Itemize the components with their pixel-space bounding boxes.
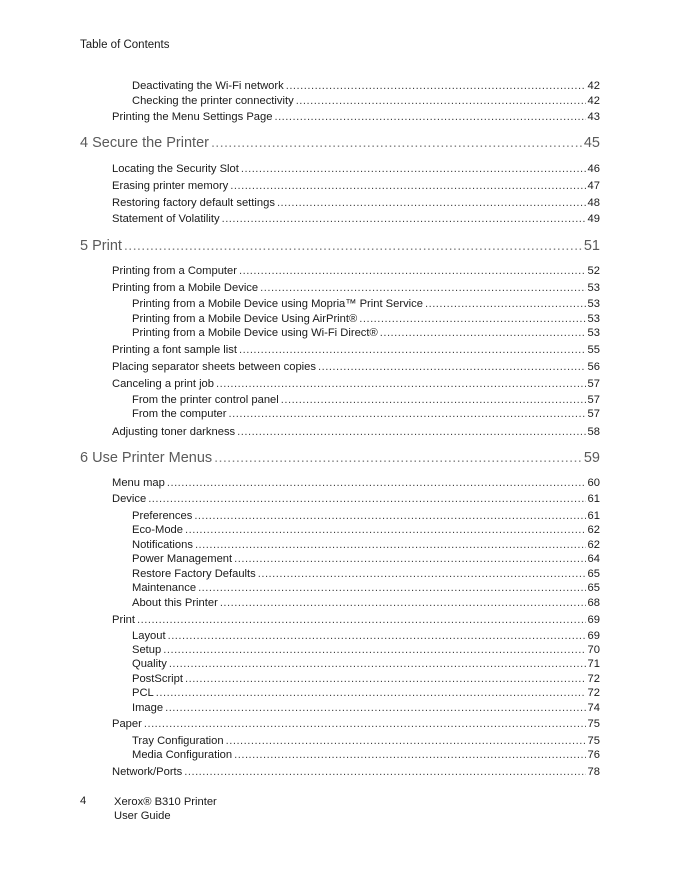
toc-dot-leader <box>359 312 585 326</box>
toc-entry-page: 76 <box>587 749 600 761</box>
toc-dot-leader <box>234 552 585 566</box>
toc-entry[interactable] <box>132 672 600 686</box>
footer-product: Xerox® B310 Printer <box>114 796 217 808</box>
toc-entry-page: 70 <box>587 644 600 656</box>
toc-dot-leader <box>425 297 586 311</box>
toc-entry[interactable] <box>112 343 600 357</box>
toc-entry-title: PostScript <box>132 673 183 685</box>
toc-dot-leader <box>286 79 586 93</box>
toc-dot-leader <box>148 492 585 506</box>
toc-entry-title: Printing from a Mobile Device Using AirPrint® <box>132 313 358 325</box>
toc-entry-page: 75 <box>587 735 600 747</box>
toc-entry-page: 56 <box>587 361 600 373</box>
toc-entry[interactable] <box>112 717 600 731</box>
toc-entry-title: Setup <box>132 644 162 656</box>
toc-entry[interactable] <box>132 94 600 108</box>
toc-entry-title: Deactivating the Wi-Fi network <box>132 80 284 92</box>
toc-dot-leader <box>194 509 585 523</box>
toc-entry[interactable] <box>132 297 600 311</box>
toc-entry-title: Locating the Security Slot <box>112 163 239 175</box>
toc-entry-page: 45 <box>583 135 600 151</box>
toc-entry-title: Printing from a Mobile Device using Wi-Fi Direct® <box>132 327 378 339</box>
toc-entry[interactable] <box>112 492 600 506</box>
toc-dot-leader <box>237 425 585 439</box>
toc-entry-title: 6 Use Printer Menus <box>80 450 213 466</box>
toc-entry-title: About this Printer <box>132 597 218 609</box>
toc-entry-title: Preferences <box>132 510 193 522</box>
toc-entry-title: 5 Print <box>80 238 122 254</box>
toc-entry-page: 53 <box>587 282 600 294</box>
toc-entry-page: 42 <box>587 80 600 92</box>
toc-entry-page: 46 <box>587 163 600 175</box>
toc-entry-title: Placing separator sheets between copies <box>112 361 316 373</box>
toc-entry-title: Image <box>132 702 164 714</box>
toc-dot-leader <box>234 748 585 762</box>
toc-entry-page: 71 <box>587 658 600 670</box>
toc-entry[interactable] <box>132 79 600 93</box>
toc-entry-title: Notifications <box>132 539 193 551</box>
toc-dot-leader <box>230 179 585 193</box>
toc-entry-page: 64 <box>587 553 600 565</box>
toc-entry-title: Printing the Menu Settings Page <box>112 111 273 123</box>
toc-entry[interactable] <box>112 613 600 627</box>
toc-dot-leader <box>260 281 585 295</box>
toc-dot-leader <box>222 212 586 226</box>
toc-entry[interactable] <box>112 212 600 226</box>
toc-dot-leader <box>241 162 586 176</box>
toc-dot-leader <box>216 377 586 391</box>
toc-entry-title: Printing from a Mobile Device using Mopria™ Print Service <box>132 298 423 310</box>
toc-dot-leader <box>169 657 586 671</box>
toc-entry[interactable] <box>132 312 600 326</box>
toc-dot-leader <box>168 629 586 643</box>
toc-entry-title: Quality <box>132 658 167 670</box>
toc-entry-page: 74 <box>587 702 600 714</box>
toc-entry-title: Tray Configuration <box>132 735 224 747</box>
toc-dot-leader <box>185 523 586 537</box>
toc-entry-page: 55 <box>587 344 600 356</box>
toc-dot-leader <box>211 134 582 152</box>
toc-entry-page: 47 <box>587 180 600 192</box>
toc-entry-page: 65 <box>587 568 600 580</box>
toc-entry-page: 69 <box>587 614 600 626</box>
toc-entry[interactable] <box>132 552 600 566</box>
toc-entry-page: 72 <box>587 687 600 699</box>
toc-entry[interactable] <box>132 538 600 552</box>
toc-entry-title: Media Configuration <box>132 749 233 761</box>
toc-entry-page: 52 <box>587 265 600 277</box>
footer-title <box>114 795 217 823</box>
toc-chapter-entry[interactable] <box>80 449 600 467</box>
toc-entry[interactable] <box>112 765 600 779</box>
toc-entry-page: 60 <box>587 477 600 489</box>
toc-entry-page: 59 <box>583 450 600 466</box>
toc-entry-page: 57 <box>587 394 600 406</box>
toc-entry-title: Layout <box>132 630 166 642</box>
toc-entry-page: 69 <box>587 630 600 642</box>
toc-entry-page: 53 <box>587 313 600 325</box>
toc-entry-title: From the printer control panel <box>132 394 279 406</box>
toc-entry-title: Canceling a print job <box>112 378 214 390</box>
toc-entry[interactable] <box>132 407 600 421</box>
toc-dot-leader <box>296 94 586 108</box>
toc-entry-page: 57 <box>587 378 600 390</box>
running-header: Table of Contents <box>80 39 170 51</box>
toc-entry[interactable] <box>112 264 600 278</box>
toc-dot-leader <box>167 476 586 490</box>
toc-entry-page: 53 <box>587 298 600 310</box>
toc-entry[interactable] <box>132 326 600 340</box>
toc-entry-page: 61 <box>587 510 600 522</box>
toc-entry[interactable] <box>112 110 600 124</box>
toc-entry[interactable] <box>132 596 600 610</box>
toc-entry-title: Printing from a Computer <box>112 265 237 277</box>
toc-entry[interactable] <box>112 179 600 193</box>
toc-dot-leader <box>318 360 586 374</box>
toc-entry-title: Print <box>112 614 136 626</box>
toc-dot-leader <box>198 581 585 595</box>
toc-entry-title: Paper <box>112 718 142 730</box>
toc-entry[interactable] <box>112 377 600 391</box>
toc-dot-leader <box>195 538 586 552</box>
toc-entry[interactable] <box>112 196 600 210</box>
toc-entry-page: 42 <box>587 95 600 107</box>
toc-entry[interactable] <box>112 360 600 374</box>
toc-entry-title: Device <box>112 493 147 505</box>
toc-entry[interactable] <box>132 629 600 643</box>
toc-entry-title: Restore Factory Defaults <box>132 568 256 580</box>
toc-dot-leader <box>156 686 586 700</box>
toc-dot-leader <box>165 701 585 715</box>
toc-entry[interactable] <box>112 281 600 295</box>
toc-entry-page: 57 <box>587 408 600 420</box>
toc-entry-title: Statement of Volatility <box>112 213 220 225</box>
toc-dot-leader <box>380 326 586 340</box>
toc-entry[interactable] <box>132 734 600 748</box>
toc-entry-page: 78 <box>587 766 600 778</box>
toc-entry-title: 4 Secure the Printer <box>80 135 209 151</box>
toc-entry-page: 51 <box>583 238 600 254</box>
toc-dot-leader <box>229 407 586 421</box>
toc-entry-page: 65 <box>587 582 600 594</box>
toc-entry-page: 75 <box>587 718 600 730</box>
toc-dot-leader <box>124 237 582 255</box>
toc-entry-title: Network/Ports <box>112 766 183 778</box>
toc-entry-title: Printing a font sample list <box>112 344 237 356</box>
toc-entry-title: Checking the printer connectivity <box>132 95 294 107</box>
toc-entry[interactable] <box>132 748 600 762</box>
toc-entry-page: 68 <box>587 597 600 609</box>
toc-entry[interactable] <box>132 393 600 407</box>
toc-entry-title: Maintenance <box>132 582 197 594</box>
toc-entry-title: Erasing printer memory <box>112 180 229 192</box>
toc-dot-leader <box>239 264 586 278</box>
toc-dot-leader <box>184 765 585 779</box>
toc-entry[interactable] <box>132 643 600 657</box>
toc-entry-page: 58 <box>587 426 600 438</box>
toc-entry[interactable] <box>132 509 600 523</box>
toc-entry[interactable] <box>132 657 600 671</box>
toc-entry-page: 62 <box>587 539 600 551</box>
toc-entry-title: Printing from a Mobile Device <box>112 282 259 294</box>
toc-entry-title: From the computer <box>132 408 227 420</box>
toc-entry-title: Adjusting toner darkness <box>112 426 236 438</box>
toc-dot-leader <box>214 449 582 467</box>
toc-entry-page: 62 <box>587 524 600 536</box>
footer-guide: User Guide <box>114 810 171 822</box>
toc-chapter-entry[interactable] <box>80 134 600 152</box>
toc-dot-leader <box>144 717 586 731</box>
toc-entry-title: Restoring factory default settings <box>112 197 275 209</box>
toc-dot-leader <box>185 672 586 686</box>
toc-entry-page: 61 <box>587 493 600 505</box>
toc-entry-title: Eco-Mode <box>132 524 183 536</box>
toc-dot-leader <box>281 393 586 407</box>
toc-dot-leader <box>137 613 586 627</box>
toc-dot-leader <box>226 734 586 748</box>
toc-entry-title: Power Management <box>132 553 233 565</box>
toc-dot-leader <box>277 196 586 210</box>
toc-entry[interactable] <box>132 523 600 537</box>
toc-entry[interactable] <box>132 701 600 715</box>
toc-dot-leader <box>239 343 586 357</box>
toc-dot-leader <box>258 567 586 581</box>
toc-entry[interactable] <box>132 581 600 595</box>
toc-dot-leader <box>274 110 585 124</box>
toc-entry-page: 72 <box>587 673 600 685</box>
toc-entry-page: 48 <box>587 197 600 209</box>
toc-entry[interactable] <box>112 476 600 490</box>
toc-entry-title: Menu map <box>112 477 165 489</box>
footer-page-number: 4 <box>80 795 87 807</box>
toc-entry[interactable] <box>132 686 600 700</box>
toc-dot-leader <box>220 596 586 610</box>
toc-entry-page: 49 <box>587 213 600 225</box>
toc-entry[interactable] <box>112 162 600 176</box>
toc-dot-leader <box>163 643 585 657</box>
toc-entry-page: 53 <box>587 327 600 339</box>
toc-entry-page: 43 <box>587 111 600 123</box>
toc-chapter-entry[interactable] <box>80 237 600 255</box>
toc-entry[interactable] <box>112 425 600 439</box>
toc-entry[interactable] <box>132 567 600 581</box>
toc-entry-title: PCL <box>132 687 154 699</box>
